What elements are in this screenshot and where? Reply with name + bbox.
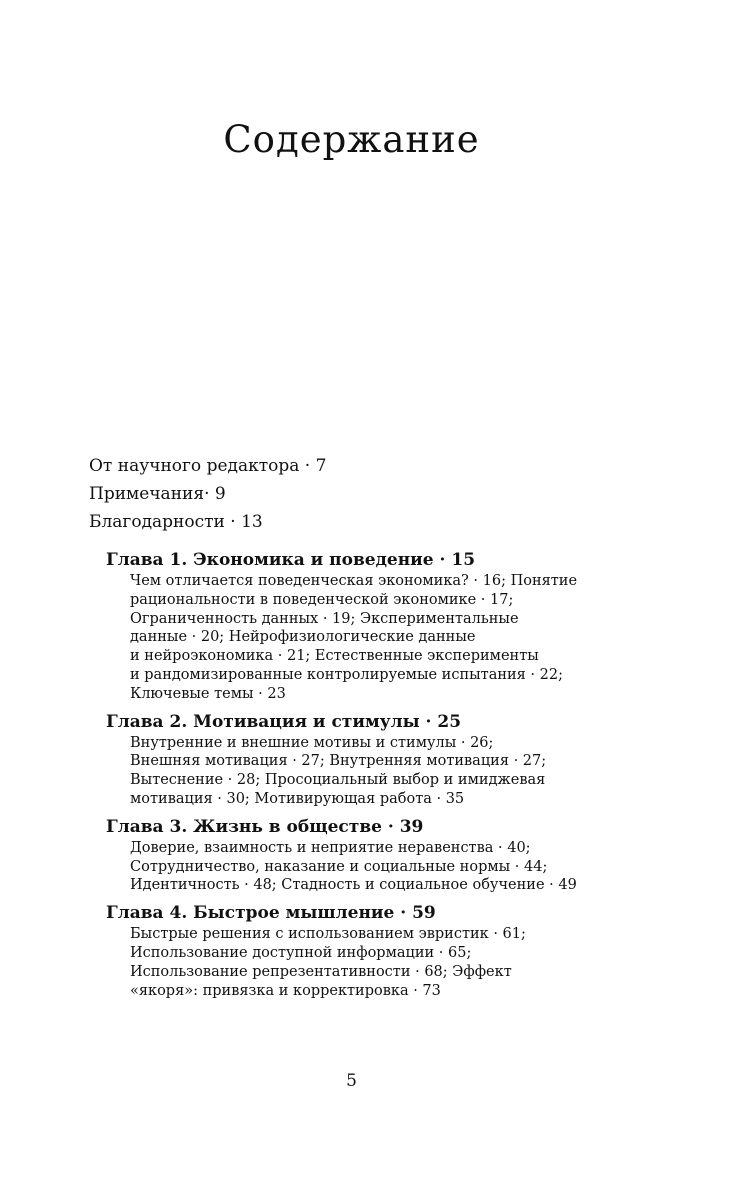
chapter-sections — [106, 925, 646, 1000]
section-line: и нейроэкономика · 21; Естественные эксперименты — [130, 648, 539, 665]
front-matter-item: Благодарности · 13 — [89, 512, 263, 532]
chapter-4 — [106, 901, 646, 1000]
section-line: рациональности в поведенческой экономике · 17; — [130, 591, 514, 608]
chapter-title: Глава 3. Жизнь в обществе · 39 — [106, 816, 424, 837]
front-matter-list — [89, 452, 326, 536]
chapter-sections — [106, 572, 646, 704]
section-line: Внешняя мотивация · 27; Внутренняя мотивация · 27; — [130, 753, 547, 770]
chapter-title: Глава 1. Экономика и поведение · 15 — [106, 550, 476, 570]
section-line: данные · 20; Нейрофизиологические данные — [130, 629, 476, 646]
section-line: Быстрые решения с использованием эвристик · 61; — [130, 926, 526, 943]
section-line: Чем отличается поведенческая экономика? · 16; Понятие — [130, 573, 578, 589]
front-matter-item: Примечания· 9 — [89, 484, 226, 504]
chapter-title: Глава 2. Мотивация и стимулы · 25 — [106, 711, 462, 732]
front-matter-item: От научного редактора · 7 — [89, 456, 327, 476]
section-line: «якоря»: привязка и корректировка · 73 — [130, 982, 441, 999]
chapter-title: Глава 4. Быстрое мышление · 59 — [106, 903, 436, 924]
section-line: мотивация · 30; Мотивирующая работа · 35 — [130, 790, 465, 807]
chapter-3 — [106, 815, 646, 895]
page-title: Содержание — [223, 118, 480, 161]
chapters-list — [106, 548, 646, 1006]
chapter-sections — [106, 734, 646, 809]
section-line: Идентичность · 48; Стадность и социальное обучение · 49 — [130, 877, 577, 894]
chapter-2 — [106, 710, 646, 809]
section-line: Ограниченность данных · 19; Экспериментальные — [130, 610, 519, 627]
section-line: Использование доступной информации · 65; — [130, 944, 472, 961]
section-line: Использование репрезентативности · 68; Эффект — [130, 963, 512, 980]
section-line: Внутренние и внешние мотивы и стимулы · 26; — [130, 734, 494, 751]
section-line: Вытеснение · 28; Просоциальный выбор и имиджевая — [130, 772, 546, 789]
chapter-1 — [106, 548, 646, 704]
page-number: 5 — [346, 1071, 357, 1091]
section-line: Доверие, взаимность и неприятие неравенства · 40; — [130, 839, 531, 856]
section-line: Сотрудничество, наказание и социальные нормы · 44; — [130, 858, 548, 875]
section-line: Ключевые темы · 23 — [130, 685, 286, 702]
chapter-sections — [106, 839, 646, 895]
section-line: и рандомизированные контролируемые испытания · 22; — [130, 666, 563, 683]
